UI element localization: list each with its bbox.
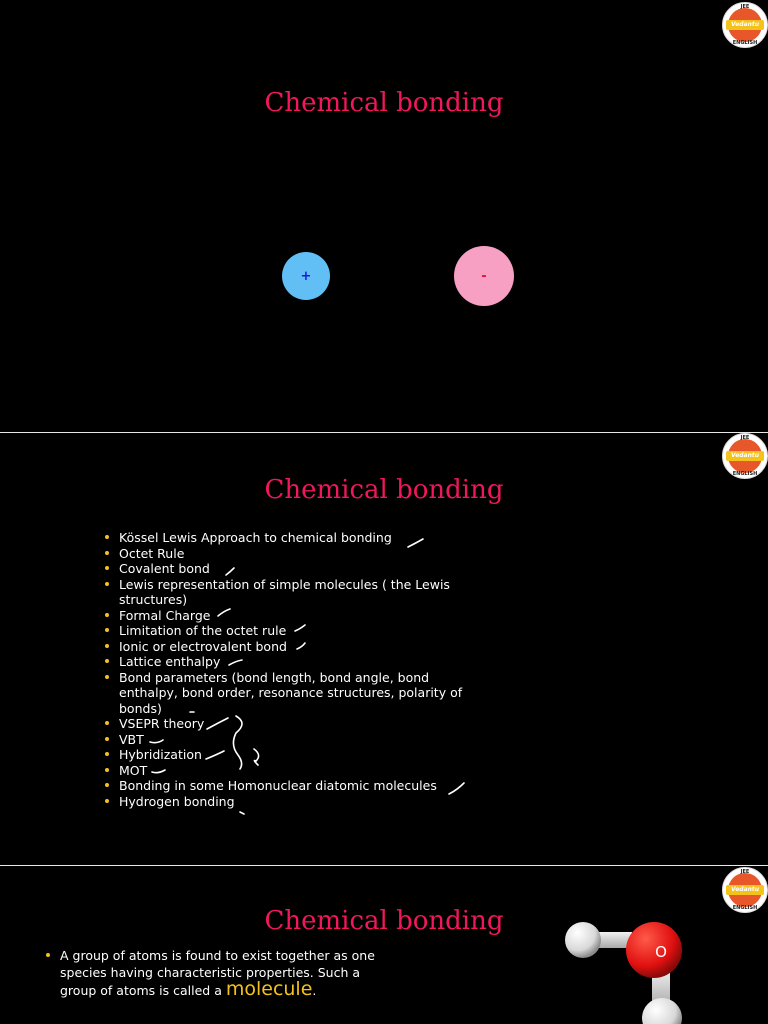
- logo-middle-text: Vedantu: [730, 886, 760, 893]
- positive-ion: [282, 252, 330, 300]
- list-item: MOT: [119, 763, 479, 779]
- negative-ion: [454, 246, 514, 306]
- water-molecule-icon: [0, 866, 768, 1024]
- slide-title: Chemical bonding: [264, 475, 504, 505]
- tick-mark: [297, 643, 305, 649]
- tick-mark: [207, 718, 228, 729]
- tick-mark: [226, 568, 234, 575]
- logo-middle-text: Vedantu: [730, 452, 760, 459]
- logo-top-text: JEE: [740, 4, 750, 10]
- brace-mark: [254, 749, 259, 765]
- oxygen-atom-icon: [626, 922, 682, 978]
- list-item: Kössel Lewis Approach to chemical bonding: [119, 530, 479, 546]
- slide-3: [0, 866, 768, 1024]
- tick-mark: [449, 783, 464, 794]
- list-item: Formal Charge: [119, 608, 479, 624]
- hydrogen-atom-icon: [642, 998, 682, 1024]
- list-item: Limitation of the octet rule: [119, 623, 479, 639]
- slide-title: Chemical bonding: [264, 906, 504, 936]
- list-item: Lewis representation of simple molecules ( the Lewis structures): [119, 577, 479, 608]
- list-item: VSEPR theory: [119, 716, 479, 732]
- list-item: Octet Rule: [119, 546, 479, 562]
- hydrogen-atom-icon: [565, 922, 601, 958]
- logo-bottom-text: ENGLISH: [732, 905, 758, 911]
- list-item: Lattice enthalpy: [119, 654, 479, 670]
- positive-sign: +: [300, 268, 312, 284]
- list-item: Bond parameters (bond length, bond angle, bond enthalpy, bond order, resonance structures, polarity of bonds): [119, 670, 479, 717]
- list-item: Covalent bond: [119, 561, 479, 577]
- tick-mark: [408, 539, 423, 547]
- tick-mark: [152, 770, 165, 773]
- definition-end: .: [312, 983, 317, 998]
- tick-mark: [229, 660, 242, 665]
- logo-bottom-text: ENGLISH: [732, 471, 758, 477]
- brace-mark: [233, 716, 242, 769]
- tick-mark: [240, 812, 244, 814]
- list-item: VBT: [119, 732, 479, 748]
- handwritten-ticks: [0, 433, 768, 865]
- logo-top-text: JEE: [740, 435, 750, 441]
- list-item: Ionic or electrovalent bond: [119, 639, 479, 655]
- slide-title: Chemical bonding: [264, 88, 504, 118]
- negative-sign: -: [481, 268, 487, 284]
- vedantu-logo: [722, 2, 768, 48]
- definition-text: A group of atoms is found to exist together as one species having characteristic properties. Such a group of atoms is called a: [60, 948, 375, 998]
- tick-mark: [206, 751, 224, 759]
- logo-middle-text: Vedantu: [730, 21, 760, 28]
- slide-2: [0, 433, 768, 865]
- slide-1: [0, 0, 768, 432]
- logo-top-text: JEE: [740, 869, 750, 875]
- tick-mark: [150, 740, 163, 743]
- list-item: Hybridization: [119, 747, 479, 763]
- tick-mark: [295, 625, 305, 631]
- list-item: Hydrogen bonding: [119, 794, 479, 810]
- atom-label: O: [655, 943, 667, 961]
- tick-mark: [218, 609, 230, 616]
- molecule-highlight: molecule: [225, 978, 313, 1000]
- logo-bottom-text: ENGLISH: [732, 40, 758, 46]
- list-item: Bonding in some Homonuclear diatomic molecules: [119, 778, 479, 794]
